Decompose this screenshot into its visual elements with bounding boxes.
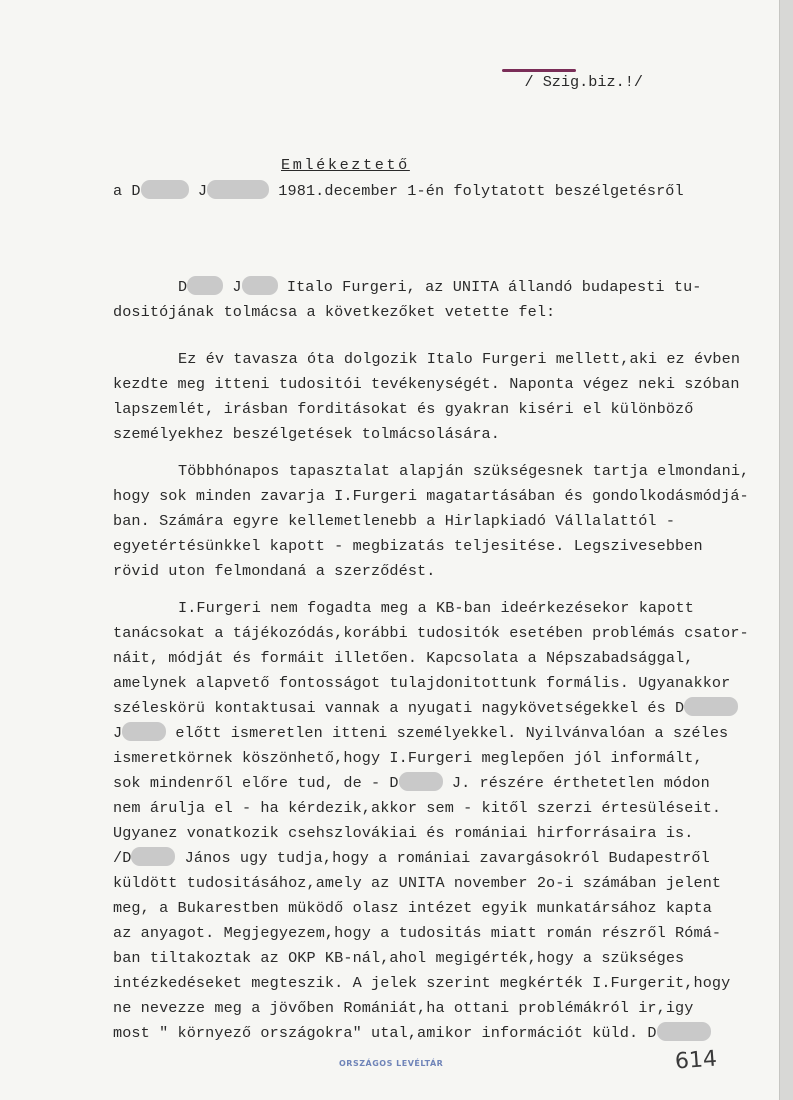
paragraph-line: küldött tudositásához,amely az UNITA november 2o-i számában jelent xyxy=(113,874,722,892)
paragraph-line: lapszemlét, irásban forditásokat és gyakran kiséri el különböző xyxy=(113,400,694,418)
paragraph-line: meg, a Bukarestben müködő olasz intézet egyik munkatársához kapta xyxy=(113,899,712,917)
paragraph-line: személyekhez beszélgetések tolmácsolására. xyxy=(113,425,500,443)
archive-stamp: ORSZÁGOS LEVÉLTÁR xyxy=(339,1059,444,1068)
paragraph-line: ne nevezze meg a jövőben Romániát,ha ottani problémákról ir,igy xyxy=(113,999,694,1017)
paragraph-line xyxy=(113,847,710,869)
paragraph-line: Ez év tavasza óta dolgozik Italo Furgeri mellett,aki ez évben xyxy=(178,350,741,368)
text-run: J xyxy=(113,724,123,742)
paragraph-line xyxy=(113,722,728,744)
classification-mark xyxy=(488,49,643,137)
paragraph-line: hogy sok minden zavarja I.Furgeri magatartásában és gondolkodásmódjá- xyxy=(113,487,749,505)
classification-underline xyxy=(502,69,576,72)
paragraph-line: amelynek alapvető fontosságot tulajdonitottunk formális. Ugyanakkor xyxy=(113,674,731,692)
paragraph-line: ismeretkörnek köszönhető,hogy I.Furgeri meglepően jól informált, xyxy=(113,749,703,767)
paragraph-line xyxy=(178,276,702,298)
text-run: /D xyxy=(113,849,132,867)
paragraph-line: az anyagot. Megjegyezem,hogy a tudositás miatt román részről Rómá- xyxy=(113,924,722,942)
paragraph-line xyxy=(113,772,710,794)
redacted-name xyxy=(657,1022,711,1041)
document-title: Emlékeztető xyxy=(281,156,410,174)
text-run: széleskörü kontaktusai vannak a nyugati nagykövetségekkel és D xyxy=(113,699,685,717)
redacted-name xyxy=(187,276,223,295)
paragraph-line xyxy=(113,1022,711,1044)
text-run: sok mindenről előre tud, de - D xyxy=(113,774,399,792)
text-run: János ugy tudja,hogy a romániai zavargásokról Budapestről xyxy=(175,849,710,867)
classification-text: / Szig.biz.!/ xyxy=(524,73,643,91)
text-run: J xyxy=(223,278,242,296)
paragraph-line: tanácsokat a tájékozódás,korábbi tudositók esetében problémás csator- xyxy=(113,624,749,642)
text-run: D xyxy=(178,278,188,296)
document-subtitle xyxy=(113,180,684,202)
paragraph-line: Ugyanez vonatkozik csehszlovákiai és romániai hirforrásaira is. xyxy=(113,824,694,842)
redacted-name xyxy=(122,722,166,741)
subtitle-rest: 1981.december 1-én folytatott beszélgetésről xyxy=(269,182,684,200)
paragraph-line: ban tiltakoztak az OKP KB-nál,ahol megigérték,hogy a szükséges xyxy=(113,949,685,967)
text-run: most " környező országokra" utal,amikor információt küld. D xyxy=(113,1024,657,1042)
paragraph-line: intézkedéseket megteszik. A jelek szerint megkérték I.Furgerit,hogy xyxy=(113,974,731,992)
paragraph-line: náit, módját és formáit illetően. Kapcsolata a Népszabadsággal, xyxy=(113,649,694,667)
paragraph-line: egyetértésünkkel kapott - megbizatás teljesitése. Legszivesebben xyxy=(113,537,703,555)
redacted-name xyxy=(399,772,443,791)
redacted-name xyxy=(207,180,269,199)
paragraph-line: nem árulja el - ha kérdezik,akkor sem - kitől szerzi értesüléseit. xyxy=(113,799,722,817)
paragraph-line: Többhónapos tapasztalat alapján szükségesnek tartja elmondani, xyxy=(178,462,750,480)
redacted-name xyxy=(131,847,175,866)
paragraph-line: dositójának tolmácsa a következőket vetette fel: xyxy=(113,303,556,321)
paragraph-line: kezdte meg itteni tudositói tevékenységét. Naponta végez neki szóban xyxy=(113,375,740,393)
redacted-name xyxy=(684,697,738,716)
paragraph-line: ban. Számára egyre kellemetlenebb a Hirlapkiadó Vállalattól - xyxy=(113,512,676,530)
redacted-name xyxy=(242,276,278,295)
paragraph-line: I.Furgeri nem fogadta meg a KB-ban ideérkezésekor kapott xyxy=(178,599,694,617)
redacted-name xyxy=(141,180,189,199)
paragraph-line: rövid uton felmondaná a szerződést. xyxy=(113,562,436,580)
text-run: J. részére érthetetlen módon xyxy=(442,774,710,792)
text-run: előtt ismeretlen itteni személyekkel. Nyilvánvalóan a széles xyxy=(166,724,729,742)
subtitle-prefix: a D xyxy=(113,182,141,200)
paragraph-line xyxy=(113,697,738,719)
subtitle-initial: J xyxy=(188,182,208,200)
handwritten-page-number: 614 xyxy=(674,1046,718,1075)
text-run: Italo Furgeri, az UNITA állandó budapesti tu- xyxy=(277,278,702,296)
